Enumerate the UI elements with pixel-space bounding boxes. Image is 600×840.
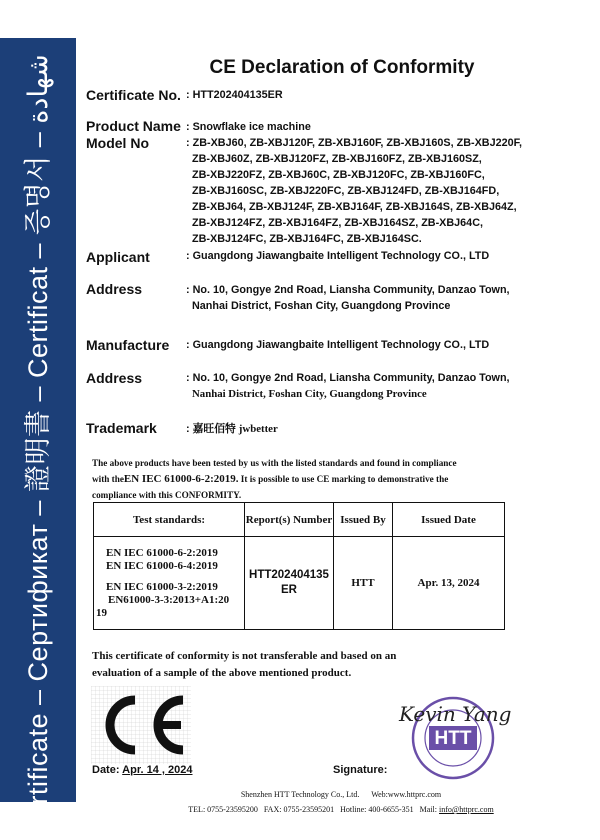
stamp-text: HTT: [434, 728, 472, 749]
test-standards-table: [93, 502, 505, 630]
notice-line: evaluation of a sample of the above mentioned product.: [92, 667, 352, 679]
ce-mark-graphic: [91, 686, 191, 764]
applicant-label: Applicant: [86, 249, 150, 265]
certificate-number: HTT202404135ER: [192, 89, 283, 101]
model-line: ZB-XBJ124FC, ZB-XBJ164FC, ZB-XBJ164SC.: [192, 233, 422, 245]
product-name: Snowflake ice machine: [192, 121, 311, 133]
applicant-value: : Guangdong Jiawangbaite Intelligent Technology CO., LTD: [186, 250, 490, 262]
manufacture-address: : No. 10, Gongye 2nd Road, Liansha Community, Danzao Town, Nanhai District, Foshan City, Guangdong Province: [186, 372, 510, 400]
compliance-statement: [92, 455, 512, 503]
table-header-row: [94, 503, 505, 537]
footer-contact: [86, 805, 596, 814]
date-value: Apr. 14 , 2024: [122, 764, 193, 776]
signature-label: Signature:: [333, 764, 388, 776]
model-list: : ZB-XBJ60, ZB-XBJ120F, ZB-XBJ160F, ZB-XBJ160S, ZB-XBJ220F, ZB-XBJ60Z, ZB-XBJ120FZ, ZB-XBJ160FZ, ZB-XBJ160SZ, ZB-XBJ220FZ, ZB-XBJ60C, ZB-XBJ120FC, ZB-XBJ160FC, ZB-XBJ160SC, ZB-XBJ220FC, ZB-XBJ124FD, ZB-XBJ164FD, ZB-XBJ64, ZB-XBJ124F, ZB-XBJ164F, ZB-XBJ164S, ZB-XBJ64Z, ZB-XBJ124FZ, ZB-XBJ164FZ, ZB-XBJ164SZ, ZB-XBJ64C, ZB-XBJ124FC, ZB-XBJ164FC, ZB-XBJ164SC.: [186, 137, 523, 245]
footer-fax: FAX: 0755-23595201: [263, 805, 335, 814]
signature-handwriting: Kevin Yang: [399, 702, 512, 726]
address-line: Nanhai District, Foshan City, Guangdong Province: [192, 300, 451, 312]
model-label: Model No: [86, 135, 149, 151]
header-report-number: Report(s) Number: [245, 503, 334, 537]
model-line: ZB-XBJ64, ZB-XBJ124F, ZB-XBJ164F, ZB-XBJ164S, ZB-XBJ64Z,: [192, 201, 517, 213]
sidebar-text: Certificate – Сертификат – 證明書 – Certificat – 증명서 – شهادة: [23, 54, 53, 840]
report-number: HTT202404135: [249, 569, 329, 581]
standard-item: 19: [96, 606, 107, 619]
issued-by-cell: HTT: [334, 537, 393, 630]
footer-hotline: Hotline: 400-6655-351: [340, 805, 414, 814]
trademark-value: : 嘉旺佰特 jwbetter: [186, 423, 278, 435]
trademark-cn: 嘉旺佰特: [192, 423, 236, 435]
footer-mail-label: Mail:: [419, 805, 438, 814]
model-line: ZB-XBJ160SC, ZB-XBJ220FC, ZB-XBJ124FD, ZB-XBJ164FD,: [192, 185, 500, 197]
footer-mail-link[interactable]: info@httprc.com: [439, 805, 494, 814]
address-line: No. 10, Gongye 2nd Road, Liansha Community, Danzao Town,: [192, 284, 510, 296]
manufacture-address-label: Address: [86, 370, 143, 386]
transfer-notice: [92, 648, 512, 682]
statement-line: compliance with this CONFORMITY.: [92, 490, 242, 500]
model-line: ZB-XBJ60Z, ZB-XBJ120FZ, ZB-XBJ160FZ, ZB-XBJ160SZ,: [192, 153, 482, 165]
footer-tel: TEL: 0755-23595200: [188, 805, 258, 814]
trademark-en: jwbetter: [238, 423, 278, 435]
applicant-name: Guangdong Jiawangbaite Intelligent Technology CO., LTD: [192, 250, 490, 262]
report-number-cell: [245, 537, 334, 630]
product-label: Product Name: [86, 118, 181, 134]
standard-item: EN IEC 61000-6-4:2019: [106, 559, 218, 572]
date-row: [92, 764, 193, 776]
model-line: ZB-XBJ60, ZB-XBJ120F, ZB-XBJ160F, ZB-XBJ160S, ZB-XBJ220F,: [192, 137, 523, 149]
certificate-label: Certificate No.: [86, 87, 181, 103]
applicant-address: : No. 10, Gongye 2nd Road, Liansha Community, Danzao Town, Nanhai District, Foshan City, Guangdong Province: [186, 284, 510, 312]
statement-line: The above products have been tested by us with the listed standards and found in compliance: [92, 458, 457, 468]
report-number-suffix: ER: [281, 584, 297, 596]
table-row: [94, 537, 505, 630]
signature-block: [395, 692, 515, 784]
standard-item: EN61000-3-3:2013+A1:20: [108, 593, 230, 606]
address-line: No. 10, Gongye 2nd Road, Liansha Community, Danzao Town,: [192, 372, 510, 384]
manufacture-name: Guangdong Jiawangbaite Intelligent Technology CO., LTD: [192, 339, 490, 351]
address-line: Nanhai District, Foshan City, Guangdong Province: [192, 388, 427, 400]
sidebar-band: [0, 38, 76, 840]
header-issued-by: Issued By: [334, 503, 393, 537]
standards-cell: [94, 537, 245, 630]
header-issued-date: Issued Date: [393, 503, 505, 537]
footer-web: Web:www.httprc.com: [371, 790, 442, 799]
model-line: ZB-XBJ124FZ, ZB-XBJ164FZ, ZB-XBJ164SZ, ZB-XBJ64C,: [192, 217, 483, 229]
statement-standard: EN IEC 61000-6-2:2019.: [123, 473, 239, 485]
footer-company-name: Shenzhen HTT Technology Co., Ltd.: [240, 790, 360, 799]
certificate-value: : HTT202404135ER: [186, 89, 283, 101]
notice-line: This certificate of conformity is not transferable and based on an: [92, 650, 397, 662]
date-label: Date:: [92, 764, 120, 776]
statement-fragment: It is possible to use CE marking to demonstrative the: [238, 474, 449, 484]
page-title: CE Declaration of Conformity: [209, 57, 475, 78]
manufacture-value: : Guangdong Jiawangbaite Intelligent Technology CO., LTD: [186, 339, 490, 351]
standard-item: EN IEC 61000-3-2:2019: [106, 580, 218, 593]
product-value: : Snowflake ice machine: [186, 121, 311, 133]
trademark-label: Trademark: [86, 420, 157, 436]
manufacture-label: Manufacture: [86, 337, 170, 353]
applicant-address-label: Address: [86, 281, 143, 297]
footer-company: [86, 790, 596, 799]
header-test-standards: Test standards:: [94, 503, 245, 537]
model-line: ZB-XBJ220FZ, ZB-XBJ60C, ZB-XBJ120FC, ZB-XBJ160FC,: [192, 169, 485, 181]
statement-fragment: with the: [92, 474, 124, 484]
standard-item: EN IEC 61000-6-2:2019: [106, 546, 218, 559]
issued-date-cell: Apr. 13, 2024: [393, 537, 505, 630]
statement-line: [92, 471, 512, 487]
ce-mark-icon: [91, 686, 191, 764]
